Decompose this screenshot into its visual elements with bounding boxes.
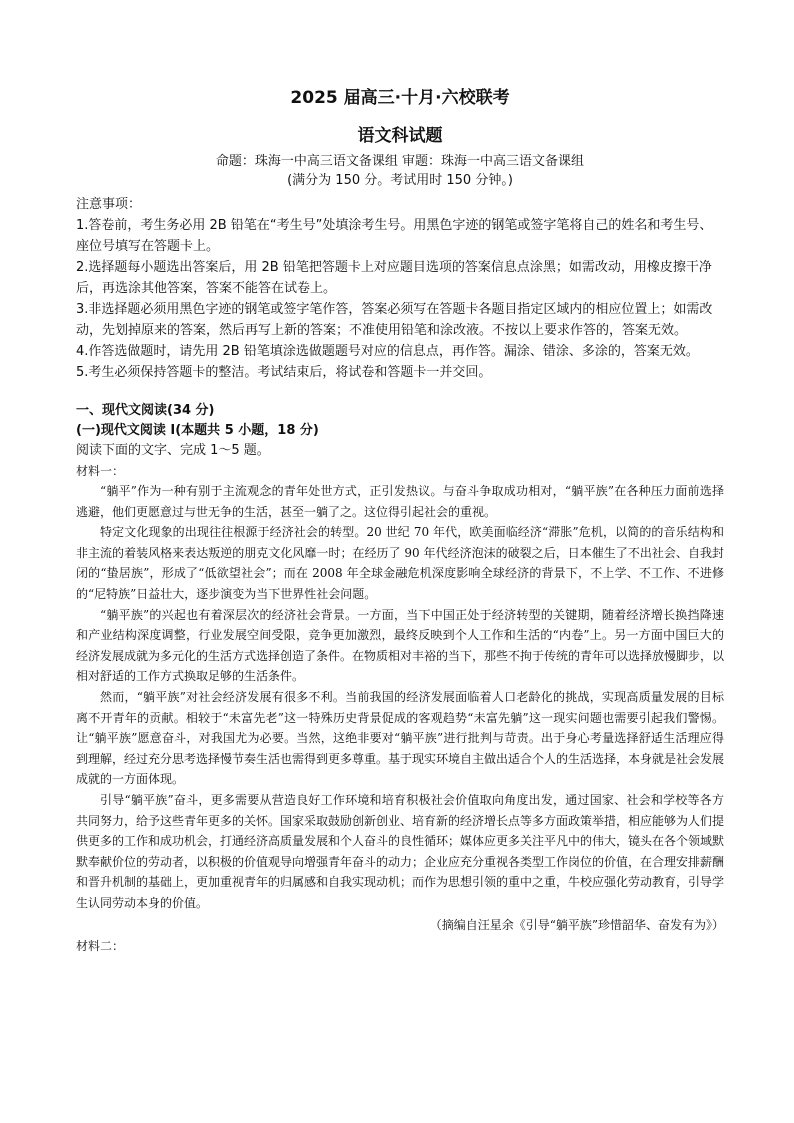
score-time-line: (满分为 150 分。考试用时 150 分钟。) xyxy=(287,173,513,188)
notice-item: 1.答卷前，考生务必用 2B 铅笔在“考生号”处填涂考生号。用黑色字迹的钢笔或签字笔将自己的姓名和考生号、座位号填写在答题卡上。 xyxy=(76,218,713,254)
notice-item: 2.选择题每小题选出答案后，用 2B 铅笔把答题卡上对应题目选项的答案信息点涂黑；如需改动，用橡皮擦干净后，再选涂其他答案，答案不能答在试卷上。 xyxy=(76,260,712,296)
passage-paragraph: “躺平族”的兴起也有着深层次的经济社会背景。一方面，当下中国正处于经济转型的关键期，随着经济增长换挡降速和产业结构深度调整，行业发展空间受限，竞争更加激烈，最终反映到个人工作和生活的“内卷”上。另一方面中国巨大的经济发展成就为多元化的生活方式选择创造了条件。在物质相对丰裕的当下，那些不拘于传统的青年可以选择放慢脚步，以相对舒适的工作方式换取足够的生活条件。 xyxy=(76,607,725,684)
reading-instruction: 阅读下面的文字、完成 1～5 题。 xyxy=(76,443,270,458)
passage-paragraph: “躺平”作为一种有别于主流观念的青年处世方式，正引发热议。与奋斗争取成功相对，“躺平族”在各种压力面前选择逃避，他们更愿意过与世无争的生活，甚至一躺了之。这位得引起社会的重视。 xyxy=(76,484,724,519)
subject-title: 语文科试题 xyxy=(357,126,443,146)
credits-line: 命题：珠海一中高三语文备课组 审题：珠海一中高三语文备课组 xyxy=(215,154,585,169)
passage-paragraph: 然而，“躺平族”对社会经济发展有很多不利。当前我国的经济发展面临着人口老龄化的挑战，实现高质量发展的目标离不开青年的贡献。相较于“未富先老”这一特殊历史背景促成的客观趋势“未富先躺”这一现实问题也需要引起我们警惕。让“躺平族”愿意奋斗，对我国尤为必要。当然，这绝非要对“躺平族”进行批判与苛责。出于身心考量选择舒适生活理应得到理解，经过充分思考选择慢节奏生活也需得到更多尊重。基于现实环境自主做出适合个人的生活选择，本身就是社会发展成就的一方面体现。 xyxy=(76,689,725,787)
passage-paragraph: 特定文化现象的出现往往根源于经济社会的转型。20 世纪 70 年代，欧美面临经济“滞胀”危机，以简的的音乐结构和非主流的着装风格来表达叛逆的朋克文化风靡一时；在经历了 90 年代经济泡沫的破裂之后，日本催生了不出社会、自我封闭的“蛰居族”，形成了“低欲望社会”；而在 2008 年全球金融危机深度影响全球经济的背景下，不上学、不工作、不进修的“尼特族”日益壮大，逐步演变为当下世界性社会问题。 xyxy=(76,525,724,601)
subsection-heading: (一)现代文阅读 I(本题共 5 小题，18 分) xyxy=(76,423,319,438)
notice-item: 3.非选择题必须用黑色字迹的钢笔或签字笔作答，答案必须写在答题卡各题目指定区域内的相应位置上；如需改动，先划掉原来的答案，然后再写上新的答案；不准使用铅笔和涂改液。不按以上要求作答的，答案无效。 xyxy=(76,302,713,338)
exam-title: 2025 届高三·十月·六校联考 xyxy=(290,88,510,108)
reading-section xyxy=(76,401,724,956)
section-heading: 一、现代文阅读(34 分) xyxy=(76,403,215,418)
passage-source: （摘编自汪星余《引导“躺平族”珍惜韶华、奋发有为》） xyxy=(429,918,724,933)
notice-block xyxy=(76,194,724,383)
material-two-label: 材料二： xyxy=(76,939,125,954)
notice-item: 4.作答选做题时，请先用 2B 铅笔填涂选做题题号对应的信息点，再作答。漏涂、错涂、多涂的，答案无效。 xyxy=(76,344,699,359)
passage-paragraph: 引导“躺平族”奋斗，更多需要从营造良好工作环境和培育积极社会价值取向角度出发，通过国家、社会和学校等各方共同努力，给予这些青年更多的关怀。国家采取鼓励创新创业、培育新的经济增长点等多方面政策举措，相应能够为人们提供更多的工作和成功机会，打通经济高质量发展和个人奋斗的良性循环；媒体应更多关注平凡中的伟大，镜头在各个领域默默奉献价位的劳动者，以积极的价值观导向增强青年奋斗的动力；企业应充分重视各类型工作岗位的价值，在合理安排薪酬和晋升机制的基础上，更加重视青年的归属感和自我实现动机；而作为思想引领的重中之重，牛校应强化劳动教育，引导学生认同劳动本身的价值。 xyxy=(76,792,725,910)
notice-heading: 注意事项： xyxy=(76,197,142,212)
material-one-label: 材料一： xyxy=(76,464,125,478)
notice-item: 5.考生必须保持答题卡的整洁。考试结束后，将试卷和答题卡一并交回。 xyxy=(76,365,492,380)
